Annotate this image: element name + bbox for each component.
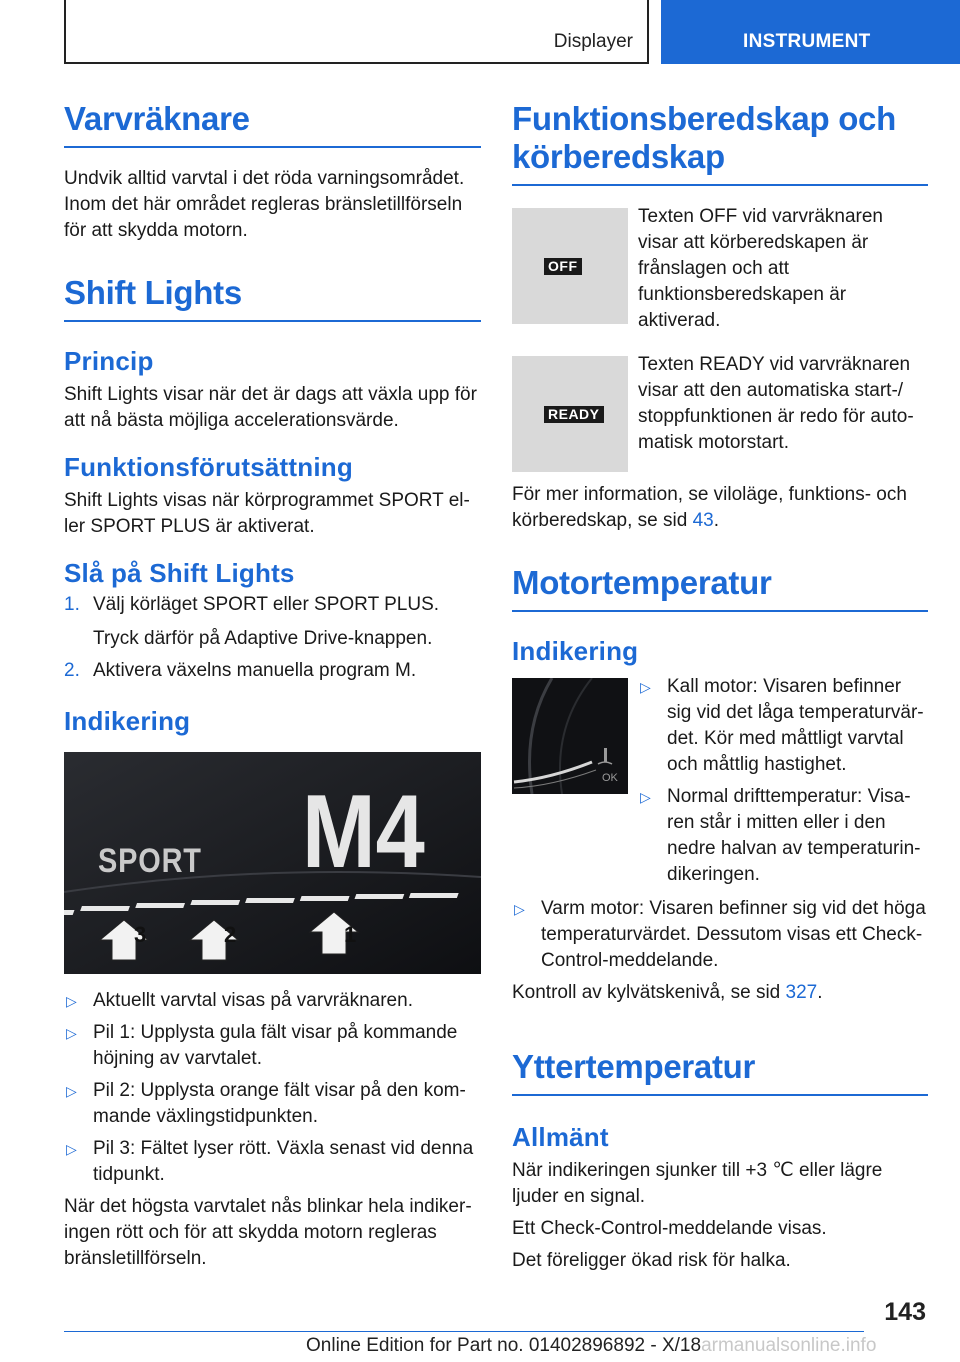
off-description: Texten OFF vid varvräknaren visar att körberedskapen är frånslagen och att funktionsberedskapen är aktiverad. [638,206,883,331]
off-state-row [512,208,928,334]
paragraph-more-info: För mer information, se viloläge, funktions- och körberedskap, se sid 43. [512,484,907,531]
footer-edition: Online Edition for Part no. 01402896892 - X/18armanualsonline.info [306,1335,877,1356]
left-column [64,100,481,1272]
temperature-row [512,678,928,894]
heading-indikering: Indikering [64,706,191,736]
header-section-tab [64,0,649,64]
paragraph-princip: Shift Lights visar när det är dags att växla upp för att nå bästa möjliga accelerationsvärde. [64,384,477,431]
triangle-bullet-icon: ▷ [66,1141,77,1157]
list-item: ▷ Kall motor: Visaren befinner sig vid det låga temperaturvär-det. Kör med måttligt varvtal och måttlig hastighet. [640,676,924,775]
heading-indikering-motor: Indikering [512,636,639,666]
heading-allmant: Allmänt [512,1122,609,1152]
footer-watermark: armanualsonline.info [701,1335,877,1356]
temp-ok-label: OK [602,772,618,784]
step-text: Aktivera växelns manuella program M. [93,660,417,681]
footer-divider [64,1331,864,1332]
steps-list [64,592,481,684]
paragraph-allmant-2: Ett Check-Control-meddelande visas. [512,1218,827,1239]
off-display-image [512,208,628,324]
paragraph-allmant-1: När indikeringen sjunker till +3 ℃ eller lägre ljuder en signal. [512,1160,883,1207]
step-number: 2. [64,660,80,681]
warm-list [512,896,928,974]
list-item [64,658,481,684]
triangle-bullet-icon: ▷ [66,1025,77,1041]
triangle-bullet-icon: ▷ [66,993,77,1009]
indikering-list [64,988,481,1188]
triangle-bullet-icon: ▷ [514,901,525,917]
list-item: ▷ Normal drifttemperatur: Visa-ren står i mitten eller i den nedre halvan av temperaturin-dikeringen. [640,786,921,885]
temperature-gauge-image [512,678,628,794]
image-label-sport: SPORT [98,842,202,880]
heading-shift-lights: Shift Lights [64,274,481,322]
heading-yttertemperatur: Yttertemperatur [512,1048,928,1096]
triangle-bullet-icon: ▷ [640,789,651,805]
paragraph-max-rpm: När det högsta varvtalet nås blinkar hela indiker-ingen rött och för att skydda motorn regleras bränsletillförseln. [64,1196,472,1269]
list-item [64,592,481,652]
list-item: ▷ Pil 1: Upplysta gula fält visar på kommande höjning av varvtalet. [66,1022,458,1069]
step-text: Välj körläget SPORT eller SPORT PLUS. [93,594,440,615]
paragraph-coolant: Kontroll av kylvätskenivå, se sid 327. [512,982,823,1003]
page-link-327[interactable]: 327 [785,982,818,1003]
triangle-bullet-icon: ▷ [640,679,651,695]
list-item: ▷ Aktuellt varvtal visas på varvräknaren. [64,988,481,1014]
heading-funktionsforutsattning: Funktionsförutsättning [64,452,353,482]
page-number: 143 [884,1298,926,1326]
ready-description: Texten READY vid varvräknaren visar att den automatiska start-/ stoppfunktionen är redo för auto-matisk motorstart. [638,354,914,453]
section-title: Displayer [553,31,633,52]
list-item: ▷ Pil 2: Upplysta orange fält visar på den kom-mande växlingstidpunkten. [66,1080,466,1127]
list-item: ▷ Varm motor: Visaren befinner sig vid det höga temperaturvärdet. Dessutom visas ett Check-Control-meddelande. [514,898,926,971]
off-tag: OFF [544,258,582,275]
ready-tag: READY [544,406,604,423]
paragraph-allmant-3: Det föreligger ökad risk för halka. [512,1250,791,1271]
step-number: 1. [64,594,80,615]
arrow-label-3: 3 [134,922,147,947]
temp-list [628,674,928,894]
heading-varvraknare: Varvräknare [64,100,481,148]
ready-state-row [512,356,928,472]
right-column [512,100,928,1274]
arrow-label-2: 2 [224,922,237,947]
image-label-gear: M4 [302,774,425,890]
triangle-bullet-icon: ▷ [66,1083,77,1099]
step-subtext: Tryck därför på Adaptive Drive-knappen. [93,628,433,649]
paragraph-funktionsforutsattning: Shift Lights visas när körprogrammet SPORT el-ler SPORT PLUS är aktiverat. [64,490,470,537]
arrow-label-1: 1 [344,922,357,947]
paragraph-varvraknare: Undvik alltid varvtal i det röda varningsområdet. Inom det här området regleras bränsletillförseln för att skydda motorn. [64,168,465,241]
chapter-title: INSTRUMENT [743,31,871,52]
header-chapter-tab [661,0,960,64]
heading-princip: Princip [64,346,154,376]
heading-funktionsberedskap: Funktionsberedskap och körberedskap [512,100,928,186]
ready-display-image [512,356,628,472]
list-item: ▷ Pil 3: Fältet lyser rött. Växla senast vid denna tidpunkt. [66,1138,474,1185]
heading-motortemperatur: Motortemperatur [512,564,928,612]
shift-lights-display-image [64,752,481,974]
heading-sla-pa: Slå på Shift Lights [64,558,295,588]
page-link-43[interactable]: 43 [692,510,714,531]
